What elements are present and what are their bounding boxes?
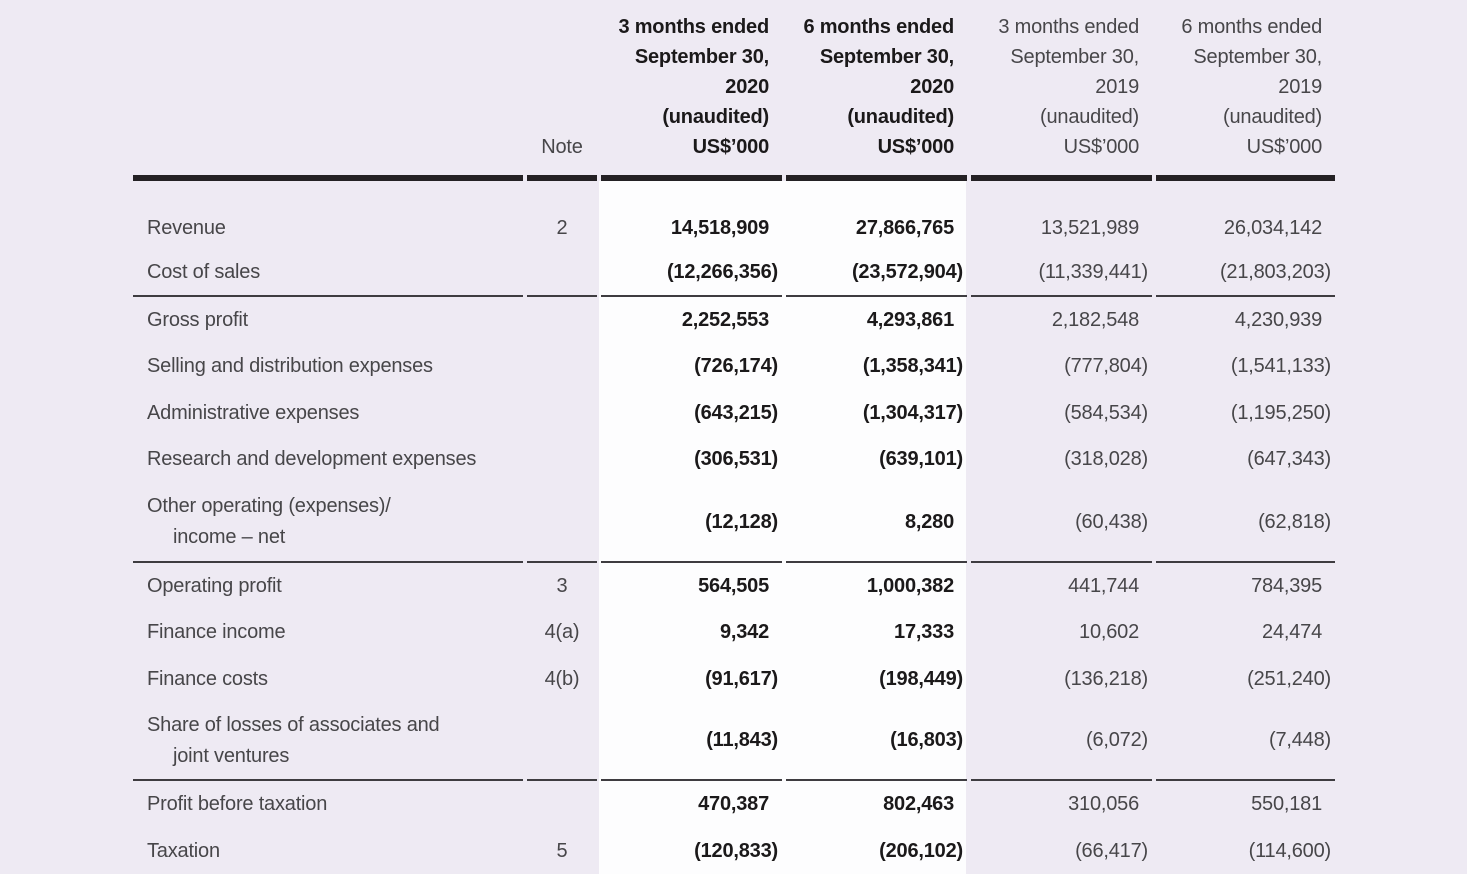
row-label: Gross profit <box>133 295 523 343</box>
value-cell: (66,417) <box>1075 839 1148 862</box>
value-cell: 27,866,765 <box>855 217 954 239</box>
row-note: 5 <box>556 839 568 862</box>
value-cell: (251,240) <box>1247 667 1331 690</box>
row-label: Taxation <box>147 839 220 862</box>
value-cell: 1,000,382 <box>786 561 967 609</box>
header-line: 6 months ended <box>1181 16 1322 38</box>
value-cell: (91,617) <box>705 667 778 690</box>
value-cell: (1,304,317) <box>862 401 963 424</box>
header-line: September 30, <box>634 46 769 68</box>
value-cell: 310,056 <box>971 779 1152 828</box>
value-cell: 10,602 <box>1079 621 1139 643</box>
header-line: 2020 <box>910 76 954 98</box>
table-row <box>133 436 1335 483</box>
value-cell: (23,572,904) <box>851 261 963 283</box>
value-cell: (11,339,441) <box>1038 261 1148 283</box>
value-cell: 550,181 <box>1156 779 1335 828</box>
row-note: 3 <box>527 561 597 609</box>
row-note <box>527 483 597 561</box>
row-label-line: joint ventures <box>173 744 290 767</box>
row-label: Finance income <box>147 621 286 643</box>
value-cell: 8,280 <box>904 510 954 533</box>
table-row <box>133 656 1335 702</box>
header-line: (unaudited) <box>662 106 769 128</box>
table-row <box>133 250 1335 295</box>
value-cell: 2,252,553 <box>601 295 782 343</box>
row-note <box>527 295 597 343</box>
value-cell: (1,358,341) <box>862 355 963 377</box>
label-column-header <box>133 0 523 181</box>
value-cell: 784,395 <box>1156 561 1335 609</box>
column-header-1 <box>601 0 782 181</box>
row-label: Research and development expenses <box>147 448 477 470</box>
table-row <box>133 779 1335 828</box>
row-label: Finance costs <box>147 667 268 690</box>
row-label: Revenue <box>147 217 226 239</box>
header-line: 2020 <box>725 76 769 98</box>
table-row <box>133 702 1335 779</box>
column-header-4 <box>1156 0 1335 181</box>
value-cell: 24,474 <box>1262 621 1322 643</box>
header-line: 2019 <box>1095 76 1139 98</box>
row-note <box>527 390 597 436</box>
header-line: (unaudited) <box>847 106 954 128</box>
value-cell: (60,438) <box>1075 510 1148 533</box>
value-cell: 4,293,861 <box>786 295 967 343</box>
header-row <box>133 0 1335 181</box>
value-cell: 14,518,909 <box>670 217 769 239</box>
table-row <box>133 390 1335 436</box>
column-header-2 <box>786 0 967 181</box>
value-cell: 26,034,142 <box>1223 217 1322 239</box>
row-label: Profit before taxation <box>133 779 523 828</box>
header-line: US$’000 <box>1063 136 1139 158</box>
header-line: September 30, <box>819 46 954 68</box>
row-note: 2 <box>556 217 568 239</box>
value-cell: (726,174) <box>694 355 778 377</box>
value-cell: (1,195,250) <box>1230 401 1331 424</box>
value-cell: (12,128) <box>705 510 778 533</box>
value-cell: (639,101) <box>879 448 963 470</box>
value-cell: 17,333 <box>894 621 954 643</box>
note-column-header: Note <box>527 0 597 181</box>
row-label <box>133 702 523 779</box>
column-header-3 <box>971 0 1152 181</box>
value-cell: 802,463 <box>786 779 967 828</box>
row-label-line: Share of losses of associates and <box>147 713 440 736</box>
value-cell: (1,541,133) <box>1230 355 1331 377</box>
row-label-line: Other operating (expenses)/ <box>147 495 391 517</box>
table-row <box>133 828 1335 874</box>
row-label: Administrative expenses <box>147 401 360 424</box>
header-line: (unaudited) <box>1040 106 1139 128</box>
row-label <box>133 483 523 561</box>
row-note: 4(a) <box>544 621 580 643</box>
value-cell: (12,266,356) <box>666 261 778 283</box>
value-cell: (114,600) <box>1248 839 1331 862</box>
row-label: Operating profit <box>133 561 523 609</box>
row-label: Selling and distribution expenses <box>147 355 433 377</box>
header-line: US$’000 <box>692 136 769 158</box>
value-cell: 470,387 <box>601 779 782 828</box>
header-line: (unaudited) <box>1223 106 1322 128</box>
value-cell: 441,744 <box>971 561 1152 609</box>
header-line: September 30, <box>1010 46 1139 68</box>
value-cell: (11,843) <box>706 729 778 751</box>
row-note <box>527 702 597 779</box>
row-note <box>527 250 597 295</box>
row-note <box>527 343 597 390</box>
value-cell: (7,448) <box>1269 729 1331 751</box>
table-row <box>133 181 1335 250</box>
value-cell: 2,182,548 <box>971 295 1152 343</box>
value-cell: (62,818) <box>1258 510 1331 533</box>
row-note <box>527 779 597 828</box>
income-statement-table <box>129 0 1339 874</box>
row-label: Cost of sales <box>147 261 261 283</box>
table-row <box>133 561 1335 609</box>
table-row <box>133 295 1335 343</box>
value-cell: (198,449) <box>879 667 963 690</box>
table-row <box>133 483 1335 561</box>
row-note: 4(b) <box>544 667 580 690</box>
value-cell: (306,531) <box>694 448 778 470</box>
header-line: 2019 <box>1278 76 1322 98</box>
row-label-line: income – net <box>173 526 286 548</box>
header-line: 3 months ended <box>618 16 769 38</box>
header-line: 6 months ended <box>803 16 954 38</box>
value-cell: (318,028) <box>1064 448 1148 470</box>
table-body <box>133 181 1335 874</box>
row-note <box>527 436 597 483</box>
value-cell: (21,803,203) <box>1219 261 1331 283</box>
value-cell: (643,215) <box>694 401 778 424</box>
header-line: US$’000 <box>1246 136 1322 158</box>
value-cell: (136,218) <box>1064 667 1148 690</box>
value-cell: 9,342 <box>719 621 769 643</box>
value-cell: (120,833) <box>694 839 778 862</box>
value-cell: 4,230,939 <box>1156 295 1335 343</box>
value-cell: (584,534) <box>1064 401 1148 424</box>
value-cell: 13,521,989 <box>1040 217 1139 239</box>
header-line: September 30, <box>1193 46 1322 68</box>
table-row <box>133 343 1335 390</box>
value-cell: (206,102) <box>879 839 963 862</box>
value-cell: (777,804) <box>1064 355 1148 377</box>
value-cell: (16,803) <box>890 729 963 751</box>
table-row <box>133 609 1335 656</box>
header-line: US$’000 <box>877 136 954 158</box>
value-cell: 564,505 <box>601 561 782 609</box>
value-cell: (6,072) <box>1086 729 1148 751</box>
header-line: 3 months ended <box>998 16 1139 38</box>
value-cell: (647,343) <box>1247 448 1331 470</box>
